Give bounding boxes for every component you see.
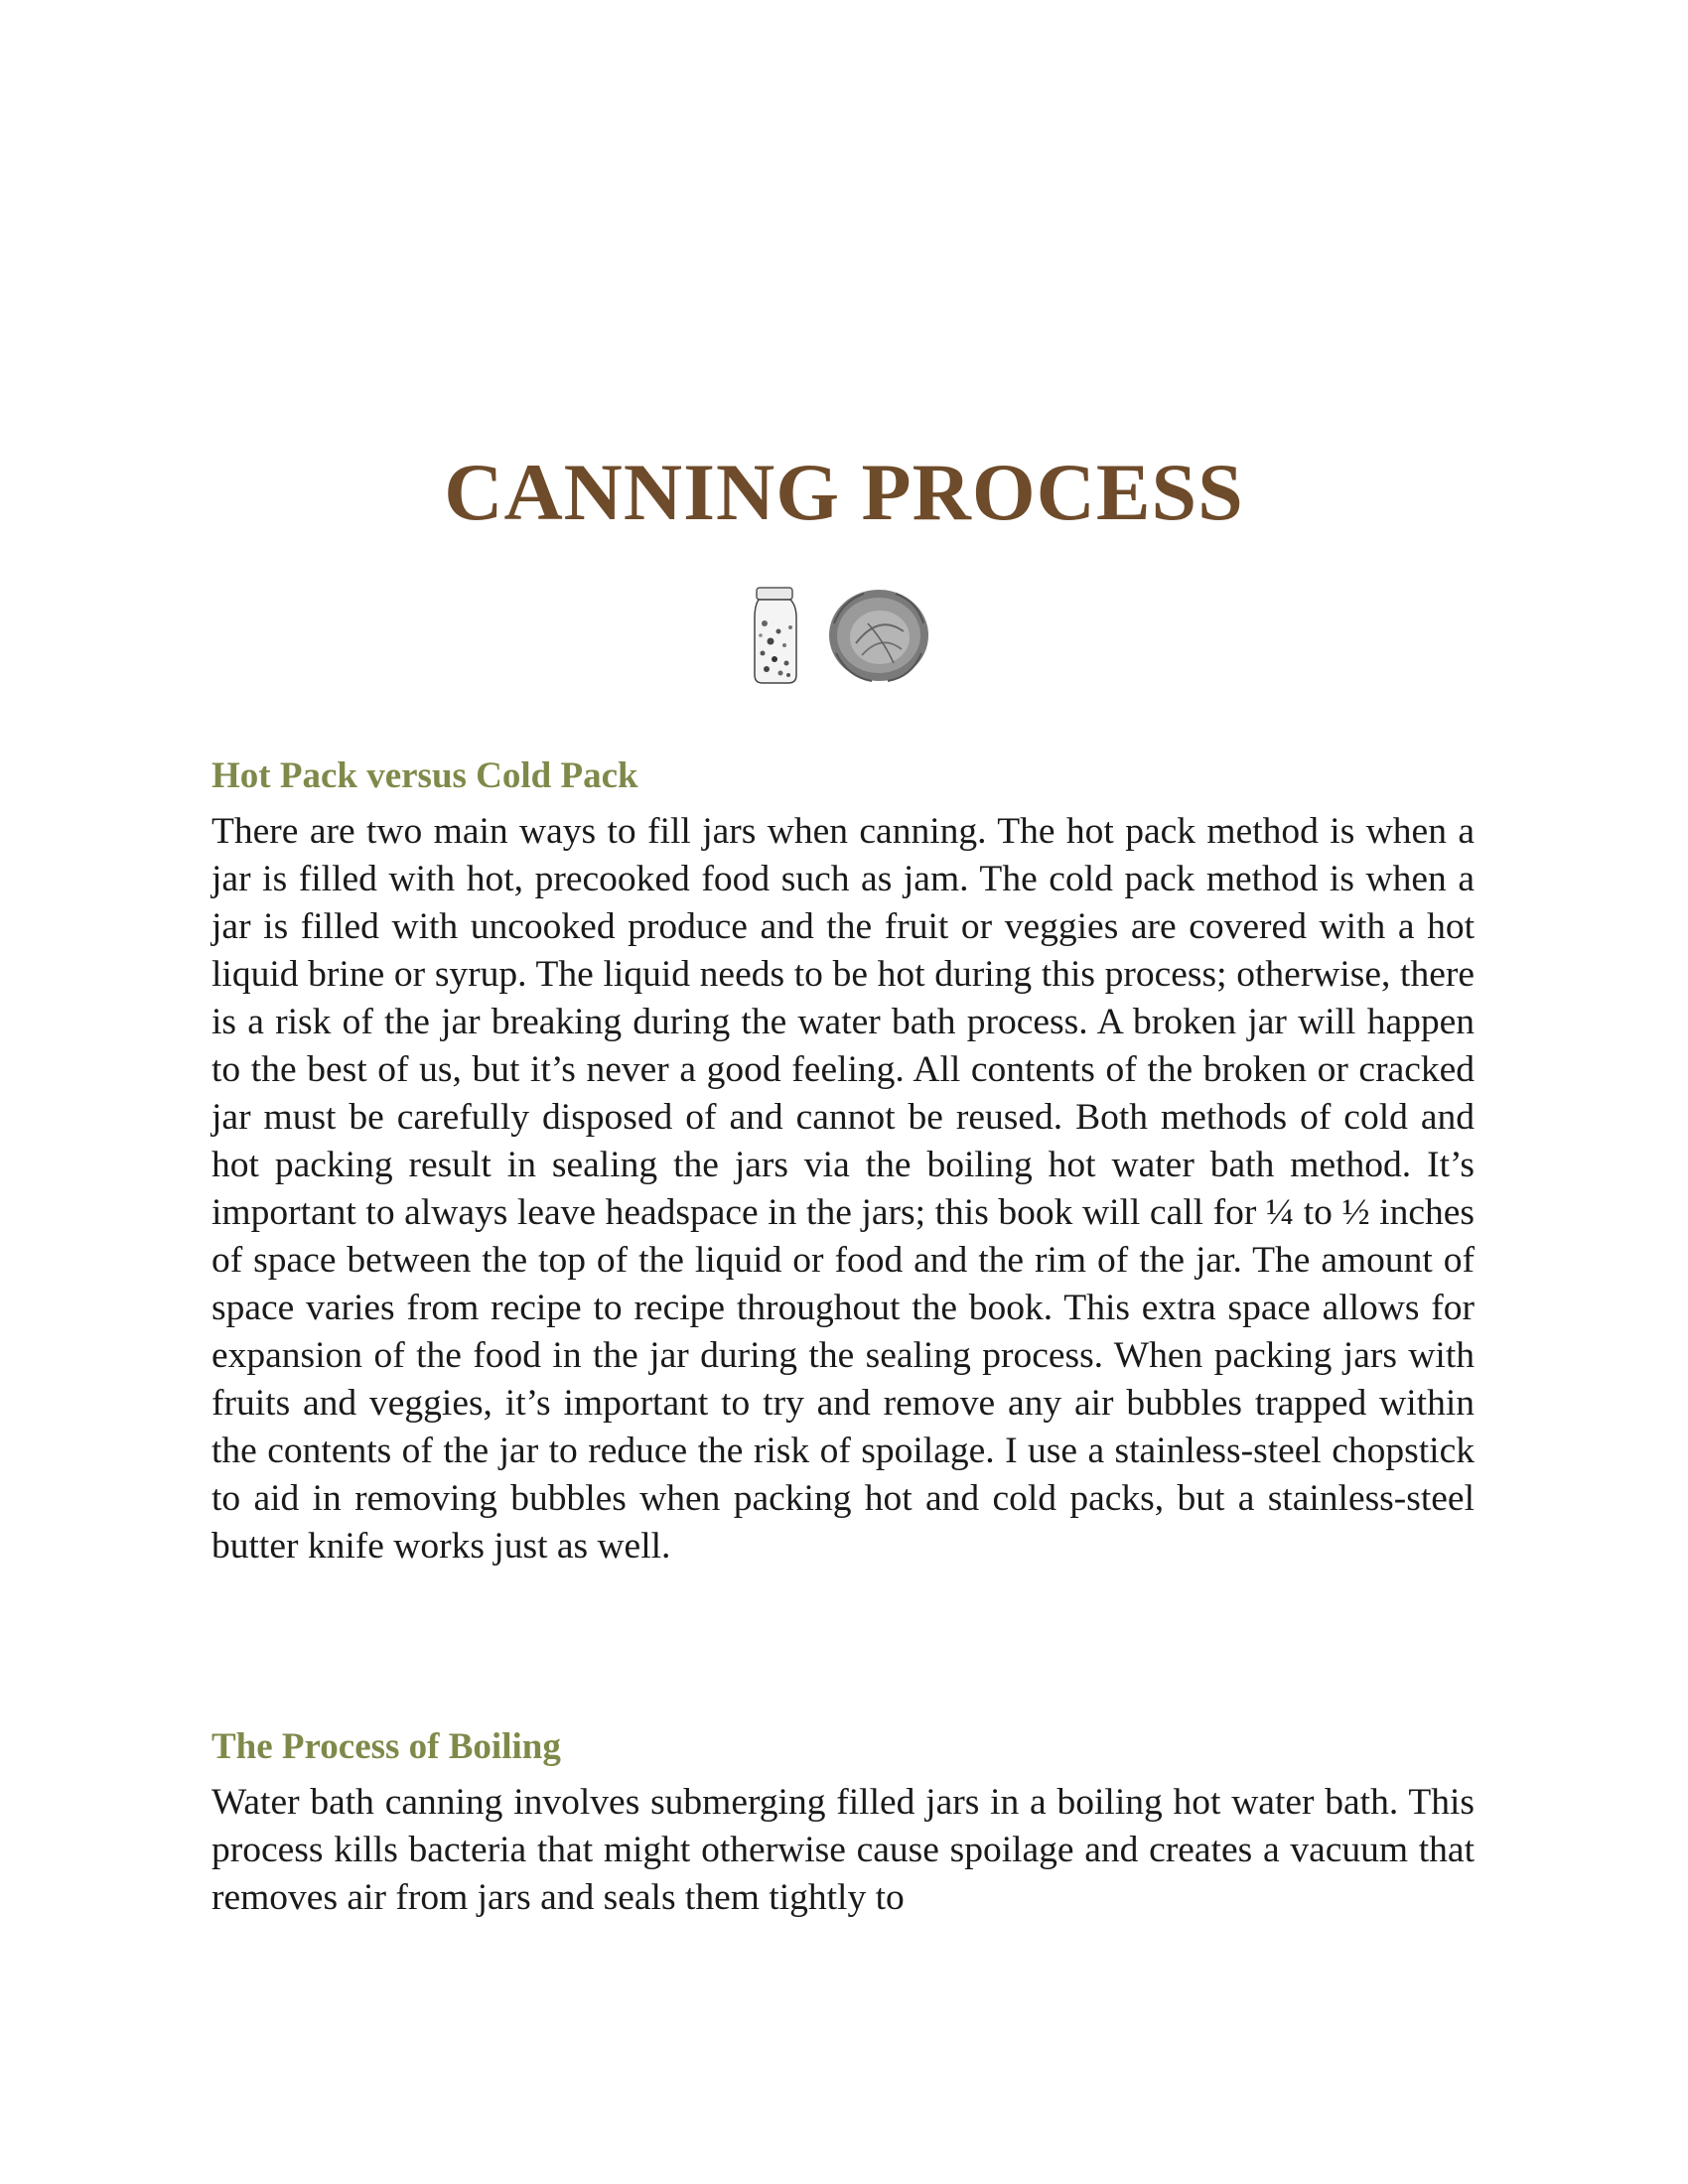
section-paragraph: Water bath canning involves submerging filled jars in a boiling hot water bath. This process kills bacteria that might otherwise cause spoilage and creates a vacuum that removes air from jars and seals them tightly to <box>211 1782 1475 1919</box>
page-title: CANNING PROCESS <box>444 447 1244 537</box>
section-heading: Hot Pack versus Cold Pack <box>211 755 638 796</box>
section-paragraph: There are two main ways to fill jars when canning. The hot pack method is when a jar is filled with hot, precooked food such as jam. The cold pack method is when a jar is filled with uncooked produce and the fruit or veggies are covered with a hot liquid brine or syrup. The liquid needs to be hot during this process; otherwise, there is a risk of the jar breaking during the water bath process. A broken jar will happen to the best of us, but it’s never a good feeling. All contents of the broken or cracked jar must be carefully disposed of and cannot be reused. Both methods of cold and hot packing result in sealing the jars via the boiling hot water bath method. It’s important to always leave headspace in the jars; this book will call for ¼ to ½ inches of space between the top of the liquid or food and the rim of the jar. The amount of space varies from recipe to recipe throughout the book. This extra space allows for expansion of the food in the jar during the sealing process. When packing jars with fruits and veggies, it’s important to try and remove any air bubbles trapped within the contents of the jar to reduce the risk of spoilage. I use a stainless-steel chopstick to aid in removing bubbles when packing hot and cold packs, but a stainless-steel butter knife works just as well. <box>211 811 1475 1568</box>
title-ornament <box>745 584 943 693</box>
section-hot-vs-cold-pack <box>211 754 1475 1570</box>
section-heading: The Process of Boiling <box>211 1726 561 1767</box>
jar-icon <box>755 588 796 683</box>
cabbage-icon <box>829 590 928 681</box>
section-process-of-boiling <box>211 1725 1475 1922</box>
